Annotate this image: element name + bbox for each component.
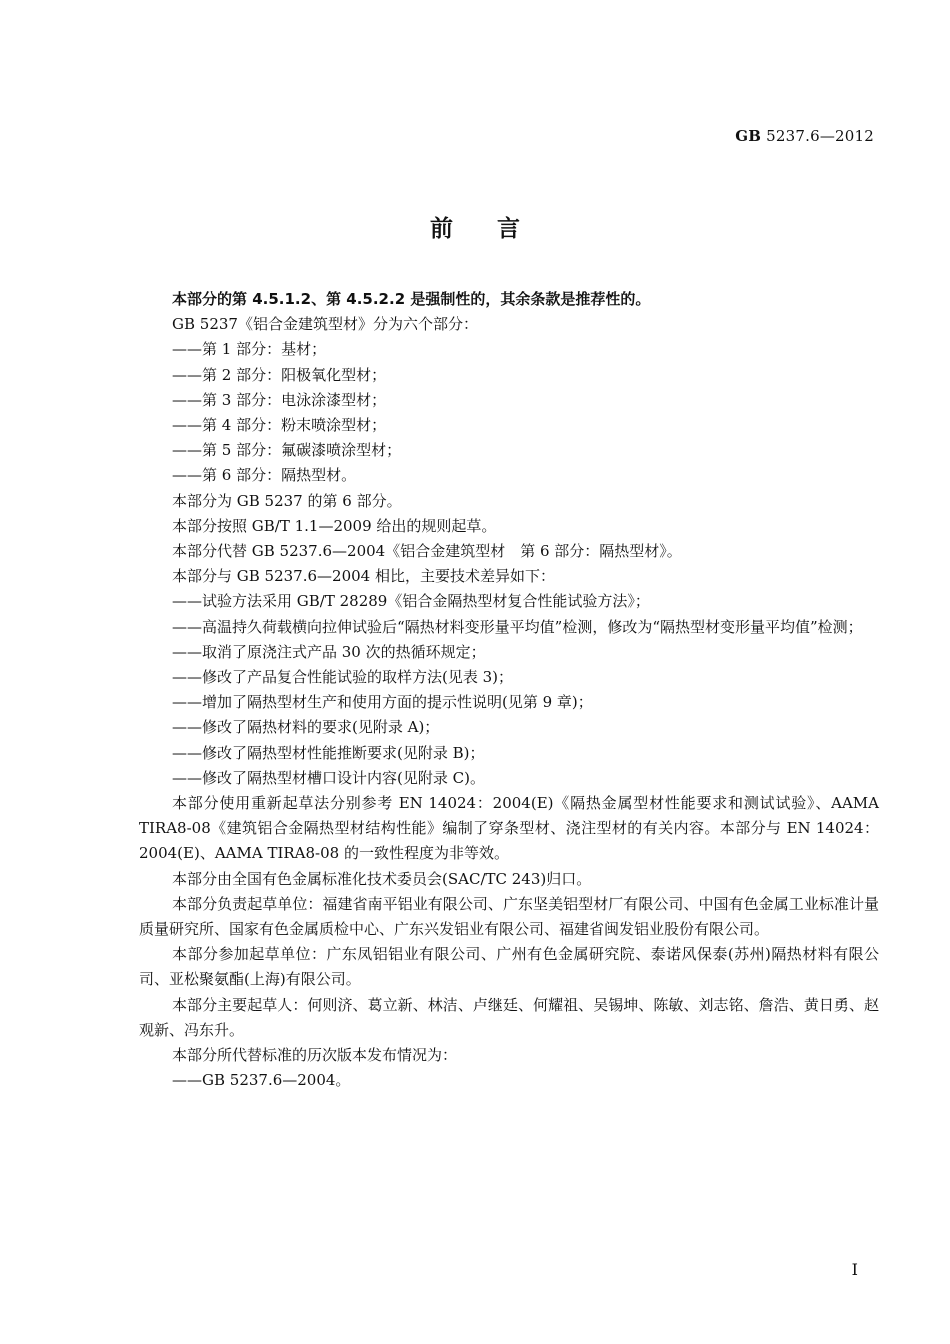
list-item-change: ——取消了原浇注式产品 30 次的热循环规定； <box>172 642 486 661</box>
list-item-change: ——修改了隔热型材性能推断要求(见附录 B)； <box>172 743 485 762</box>
paragraph: 本部分为 GB 5237 的第 6 部分。 <box>172 491 402 510</box>
list-item-part: ——第 4 部分：粉末喷涂型材； <box>172 416 387 435</box>
list-item-part: ——第 6 部分：隔热型材。 <box>172 466 357 485</box>
standard-number: 5237.6—2012 <box>766 127 874 145</box>
standard-prefix: GB <box>735 127 762 145</box>
list-item-history: ——GB 5237.6—2004。 <box>172 1071 351 1090</box>
paragraph: 本部分所代替标准的历次版本发布情况为： <box>172 1046 458 1065</box>
list-item-part: ——第 1 部分：基材； <box>172 340 327 359</box>
mandatory-clause-statement: 本部分的第 4.5.1.2、第 4.5.2.2 是强制性的，其余条款是推荐性的。 <box>172 290 651 308</box>
paragraph: 本部分由全国有色金属标准化技术委员会(SAC/TC 243)归口。 <box>172 869 592 888</box>
paragraph-parts-intro: GB 5237《铝合金建筑型材》分为六个部分： <box>172 315 478 334</box>
paragraph: 本部分按照 GB/T 1.1—2009 给出的规则起草。 <box>172 516 497 535</box>
paragraph: 本部分参加起草单位：广东凤铝铝业有限公司、广州有色金属研究院、泰诺风保泰(苏州)隔热材料有限公司、亚松聚氨酯(上海)有限公司。 <box>139 945 879 989</box>
foreword-body <box>139 287 879 1094</box>
list-item-change: ——高温持久荷载横向拉伸试验后“隔热材料变形量平均值”检测，修改为“隔热型材变形量平均值”检测； <box>172 617 863 636</box>
paragraph: 本部分使用重新起草法分别参考 EN 14024：2004(E)《隔热金属型材性能要求和测试试验》、AAMA TIRA8-08《建筑铝合金隔热型材结构性能》编制了穿条型材、浇注型材的有关内容。本部分与 EN 14024：2004(E)、AAMA TIRA8-08 的一致性程度为非等效。 <box>139 794 879 863</box>
list-item-part: ——第 3 部分：电泳涂漆型材； <box>172 390 387 409</box>
list-item-change: ——修改了隔热型材槽口设计内容(见附录 C)。 <box>172 768 485 787</box>
list-item-part: ——第 5 部分：氟碳漆喷涂型材； <box>172 441 402 460</box>
list-item-change: ——增加了隔热型材生产和使用方面的提示性说明(见第 9 章)； <box>172 693 593 712</box>
list-item-part: ——第 2 部分：阳极氧化型材； <box>172 365 387 384</box>
page-number: I <box>851 1260 858 1279</box>
paragraph: 本部分主要起草人：何则济、葛立新、林洁、卢继廷、何耀祖、吴锡坤、陈敏、刘志铭、詹浩、黄日勇、赵观新、冯东升。 <box>139 995 879 1039</box>
paragraph: 本部分与 GB 5237.6—2004 相比，主要技术差异如下： <box>172 567 555 586</box>
paragraph: 本部分代替 GB 5237.6—2004《铝合金建筑型材 第 6 部分：隔热型材》。 <box>172 542 682 561</box>
standard-code <box>735 127 874 145</box>
list-item-change: ——修改了隔热材料的要求(见附录 A)； <box>172 718 440 737</box>
list-item-change: ——修改了产品复合性能试验的取样方法(见表 3)； <box>172 668 514 687</box>
paragraph: 本部分负责起草单位：福建省南平铝业有限公司、广东坚美铝型材厂有限公司、中国有色金属工业标准计量质量研究所、国家有色金属质检中心、广东兴发铝业有限公司、福建省闽发铝业股份有限公司。 <box>139 894 879 939</box>
list-item-change: ——试验方法采用 GB/T 28289《铝合金隔热型材复合性能试验方法》； <box>172 592 650 611</box>
page-title: 前言 <box>430 216 564 242</box>
